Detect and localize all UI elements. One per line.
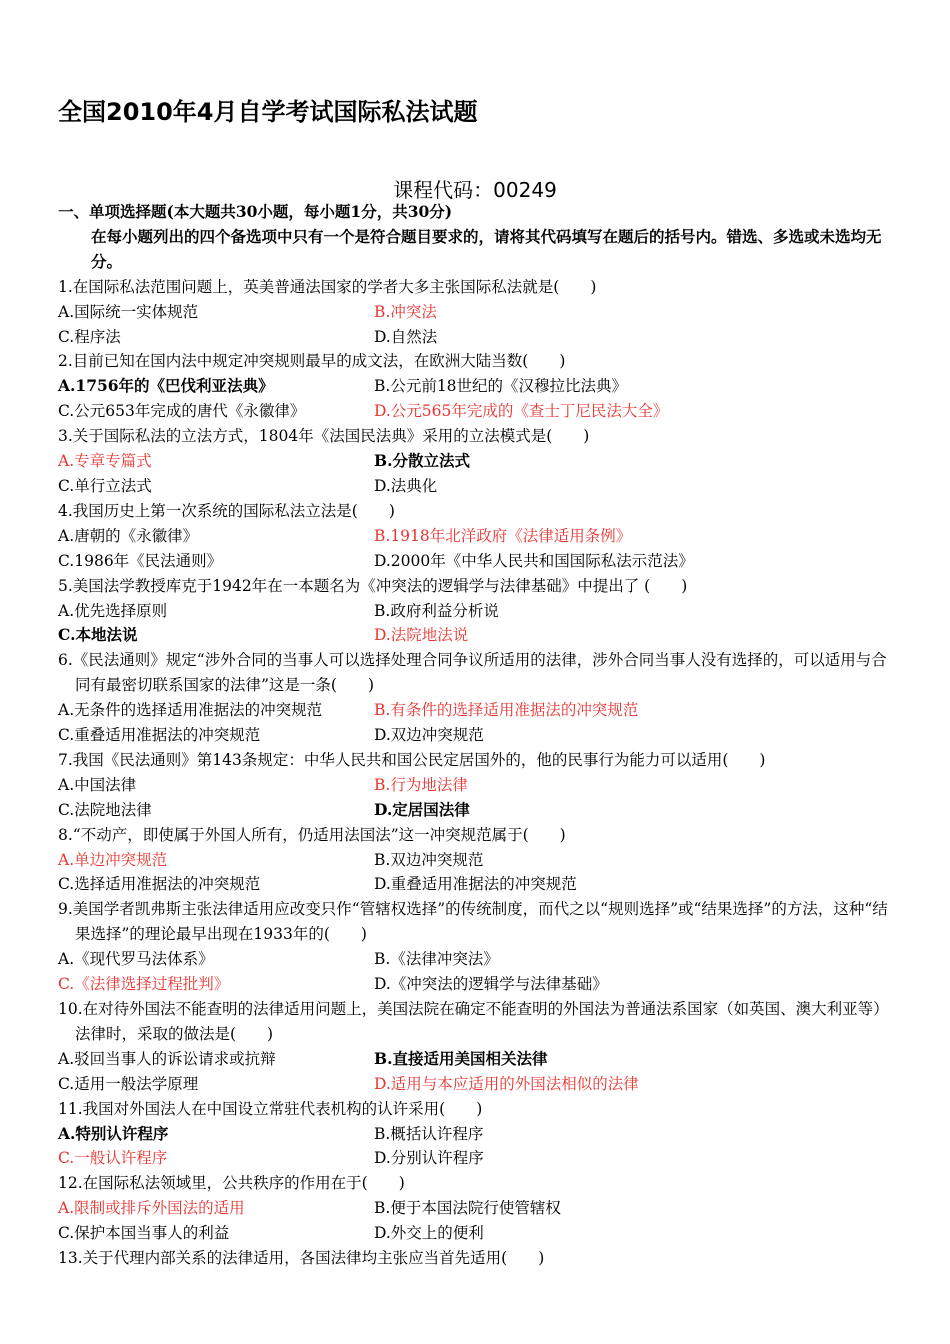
answer-option: D.自然法 xyxy=(374,327,438,346)
answer-option: B.行为地法律 xyxy=(374,775,468,794)
question-stem: 11.我国对外国法人在中国设立常驻代表机构的认许采用( ) xyxy=(58,1099,483,1118)
answer-option: B.政府利益分析说 xyxy=(374,601,499,620)
option-row xyxy=(58,623,898,648)
option-row xyxy=(58,773,898,798)
question-stem: 10.在对待外国法不能查明的法律适用问题上，美国法院在确定不能查明的外国法为普通法系国家（如英国、澳大利亚等）法律时，采取的做法是( ) xyxy=(58,1000,889,1043)
answer-option: B.冲突法 xyxy=(374,302,437,321)
answer-option: C.适用一般法学原理 xyxy=(58,1074,199,1093)
answer-option: A.优先选择原则 xyxy=(58,601,168,620)
answer-option: A.《现代罗马法体系》 xyxy=(58,950,214,969)
option-row xyxy=(58,300,898,325)
question-stem: 4.我国历史上第一次系统的国际私法立法是( ) xyxy=(58,501,395,520)
question-stem: 3.关于国际私法的立法方式，1804年《法国民法典》采用的立法模式是( ) xyxy=(58,427,590,446)
answer-option: C.单行立法式 xyxy=(58,476,152,495)
answer-option: A.单边冲突规范 xyxy=(58,850,168,869)
answer-option: B.直接适用美国相关法律 xyxy=(374,1048,548,1068)
answer-option: C.法院地法律 xyxy=(58,800,152,819)
section-instruction: 在每小题列出的四个备选项中只有一个是符合题目要求的，请将其代码填写在题后的括号内。错选、多选或未选均无分。 xyxy=(91,226,882,271)
answer-option: A.无条件的选择适用准据法的冲突规范 xyxy=(58,701,323,720)
answer-option: B.《法律冲突法》 xyxy=(374,950,499,969)
answer-option: D.法典化 xyxy=(374,476,438,495)
option-row xyxy=(58,599,898,624)
answer-option: A.1756年的《巴伐利亚法典》 xyxy=(58,376,274,396)
question-stem: 9.美国学者凯弗斯主张法律适用应改变只作“管辖权选择”的传统制度，而代之以“规则选择”或“结果选择”的方法，这种“结果选择”的理论最早出现在1933年的( ) xyxy=(58,900,888,944)
answer-option: B.分散立法式 xyxy=(374,451,470,471)
answer-option: C.重叠适用准据法的冲突规范 xyxy=(58,726,261,745)
option-row xyxy=(58,1221,898,1246)
question-stem: 6.《民法通则》规定“涉外合同的当事人可以选择处理合同争议所适用的法律，涉外合同当事人没有选择的，可以适用与合同有最密切联系国家的法律”这是一条( ) xyxy=(58,651,887,695)
answer-option: C.1986年《民法通则》 xyxy=(58,551,223,570)
answer-option: D.公元565年完成的《查士丁尼民法大全》 xyxy=(374,402,669,421)
answer-option: D.双边冲突规范 xyxy=(374,726,484,745)
answer-option: D.2000年《中华人民共和国国际私法示范法》 xyxy=(374,551,694,570)
option-row xyxy=(58,374,898,399)
option-row xyxy=(58,698,898,723)
option-row xyxy=(58,1122,898,1147)
question-stem: 5.美国法学教授库克于1942年在一本题名为《冲突法的逻辑学与法律基础》中提出了 ( ) xyxy=(58,576,688,595)
answer-option: A.中国法律 xyxy=(58,775,137,794)
question-stem: 13.关于代理内部关系的法律适用，各国法律均主张应当首先适用( ) xyxy=(58,1249,545,1268)
option-row xyxy=(58,325,898,350)
document-body xyxy=(58,200,898,1271)
question-stem: 8.“不动产，即使属于外国人所有，仍适用法国法”这一冲突规范属于( ) xyxy=(58,825,566,844)
answer-option: C.程序法 xyxy=(58,327,121,346)
answer-option: D.外交上的便利 xyxy=(374,1224,484,1243)
option-row xyxy=(58,947,898,972)
answer-option: A.国际统一实体规范 xyxy=(58,302,199,321)
answer-option: A.驳回当事人的诉讼请求或抗辩 xyxy=(58,1049,276,1068)
document-title: 全国2010年4月自学考试国际私法试题 xyxy=(58,98,478,126)
option-row xyxy=(58,1196,898,1221)
answer-option: C.选择适用准据法的冲突规范 xyxy=(58,875,261,894)
answer-option: D.《冲突法的逻辑学与法律基础》 xyxy=(374,975,608,994)
answer-option: B.公元前18世纪的《汉穆拉比法典》 xyxy=(374,377,628,396)
option-row xyxy=(58,1072,898,1097)
answer-option: D.法院地法说 xyxy=(374,626,469,645)
answer-option: C.保护本国当事人的利益 xyxy=(58,1224,230,1243)
question-stem: 12.在国际私法领域里，公共秩序的作用在于( ) xyxy=(58,1174,405,1193)
answer-option: C.一般认许程序 xyxy=(58,1149,168,1168)
option-row xyxy=(58,474,898,499)
option-row xyxy=(58,1146,898,1171)
question-stem: 2.目前已知在国内法中规定冲突规则最早的成文法，在欧洲大陆当数( ) xyxy=(58,352,566,371)
option-row xyxy=(58,872,898,897)
answer-option: B.1918年北洋政府《法律适用条例》 xyxy=(374,526,632,545)
option-row xyxy=(58,798,898,823)
question-list xyxy=(58,275,898,1271)
option-row xyxy=(58,449,898,474)
answer-option: B.便于本国法院行使管辖权 xyxy=(374,1199,561,1218)
answer-option: D.分别认许程序 xyxy=(374,1149,484,1168)
answer-option: B.有条件的选择适用准据法的冲突规范 xyxy=(374,701,639,720)
option-row xyxy=(58,524,898,549)
answer-option: C.公元653年完成的唐代《永徽律》 xyxy=(58,402,306,421)
answer-option: B.概括认许程序 xyxy=(374,1124,484,1143)
question-stem: 1.在国际私法范围问题上，英美普通法国家的学者大多主张国际私法就是( ) xyxy=(58,277,597,296)
answer-option: B.双边冲突规范 xyxy=(374,850,484,869)
option-row xyxy=(58,848,898,873)
answer-option: D.定居国法律 xyxy=(374,799,470,819)
answer-option: A.专章专篇式 xyxy=(58,452,152,471)
option-row xyxy=(58,723,898,748)
answer-option: D.重叠适用准据法的冲突规范 xyxy=(374,875,577,894)
option-row xyxy=(58,399,898,424)
answer-option: C.《法律选择过程批判》 xyxy=(58,975,230,994)
answer-option: A.限制或排斥外国法的适用 xyxy=(58,1199,245,1218)
answer-option: C.本地法说 xyxy=(58,625,138,645)
option-row xyxy=(58,1047,898,1072)
answer-option: A.唐朝的《永徽律》 xyxy=(58,526,199,545)
option-row xyxy=(58,549,898,574)
course-code: 课程代码：00249 xyxy=(393,178,557,202)
answer-option: A.特别认许程序 xyxy=(58,1123,169,1143)
answer-option: D.适用与本应适用的外国法相似的法律 xyxy=(374,1074,639,1093)
option-row xyxy=(58,972,898,997)
section-heading: 一、单项选择题(本大题共30小题，每小题1分，共30分) xyxy=(58,202,453,221)
question-stem: 7.我国《民法通则》第143条规定：中华人民共和国公民定居国外的，他的民事行为能力可以适用( ) xyxy=(58,750,766,769)
